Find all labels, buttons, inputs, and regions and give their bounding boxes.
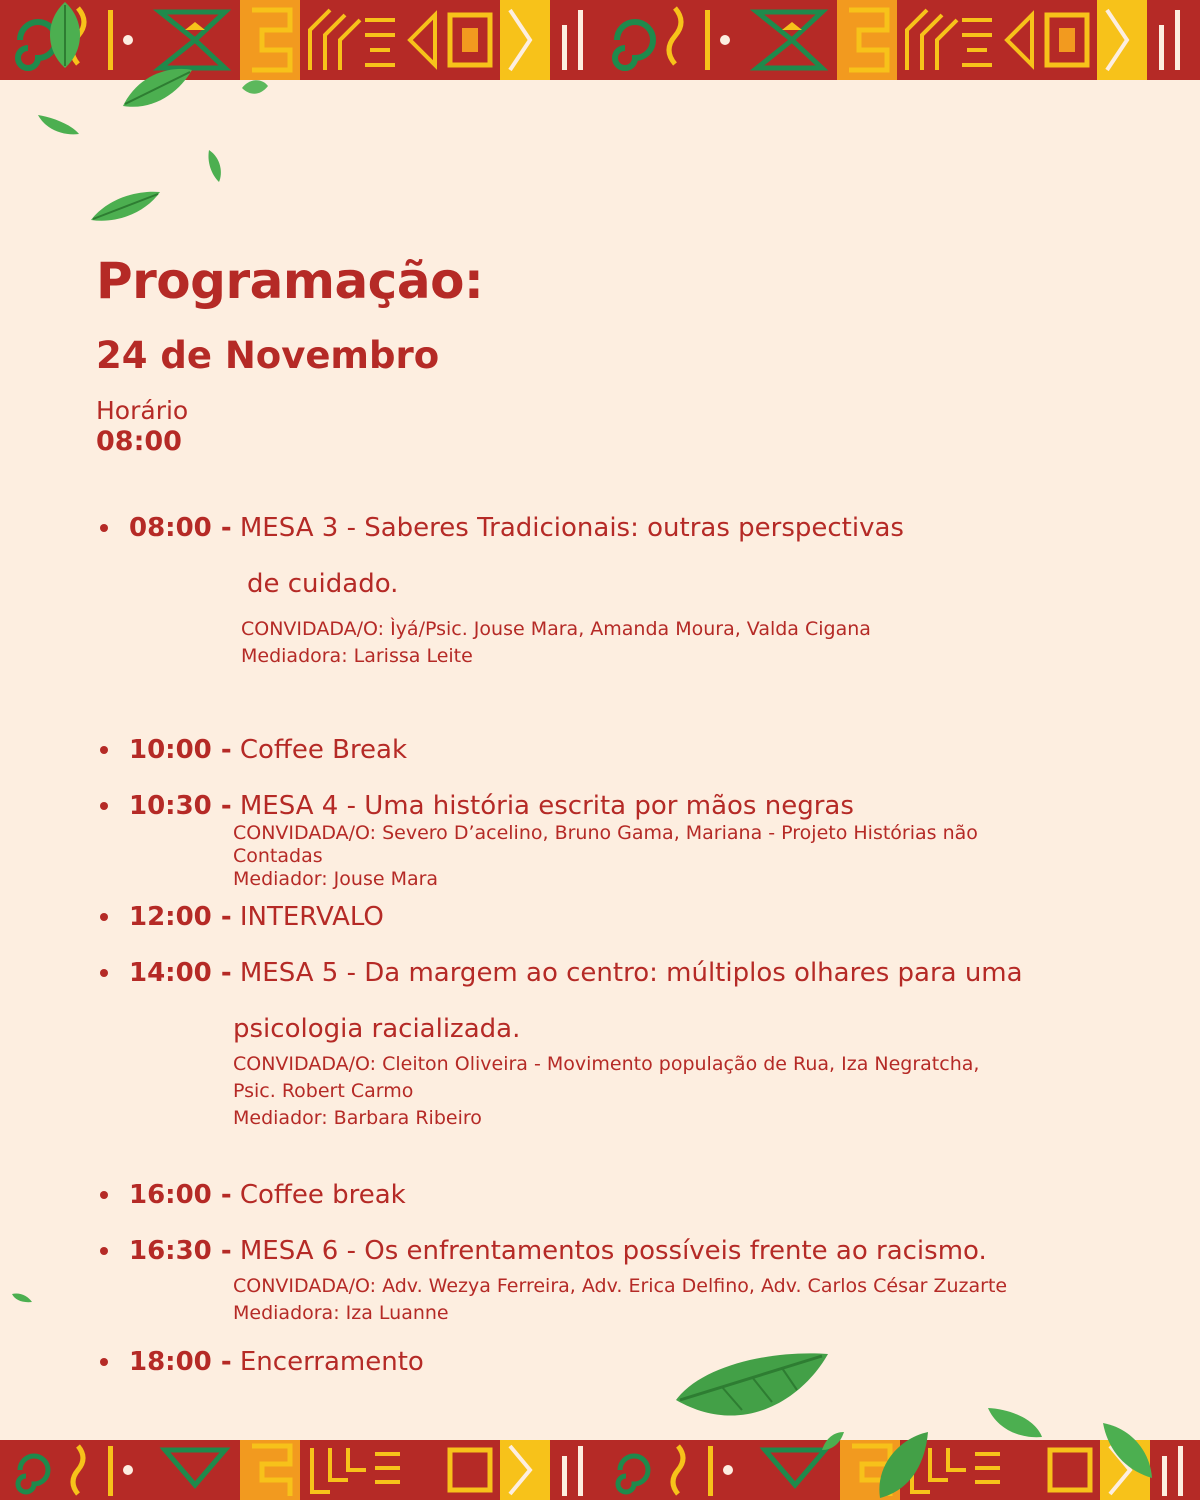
- schedule-item-1400: [100, 957, 1180, 1132]
- schedule-item-0800: [100, 512, 1180, 670]
- schedule-item-1000: [100, 734, 1180, 766]
- schedule-item-line: [100, 512, 1180, 544]
- schedule-time-label: Horário: [96, 396, 189, 425]
- schedule-item-1600: [100, 1179, 1180, 1211]
- leaf-icon: [88, 190, 163, 226]
- schedule-item-line: [100, 734, 1180, 766]
- schedule-item-mediator: Mediador: Barbara Ribeiro: [233, 1107, 482, 1129]
- page-title: Programação:: [96, 252, 484, 310]
- schedule-item-1030: [100, 790, 1180, 891]
- schedule-item-time: 08:00 -: [129, 513, 232, 543]
- schedule-item-time: 12:00 -: [129, 902, 232, 932]
- schedule-item-time: 10:00 -: [129, 735, 232, 765]
- leaf-icon: [10, 1290, 34, 1304]
- schedule-item-text: INTERVALO: [239, 902, 384, 932]
- schedule-item-text: MESA 4 - Uma história escrita por mãos negras: [239, 791, 854, 821]
- schedule-item-time: 18:00 -: [129, 1347, 232, 1377]
- schedule-item-text: Encerramento: [239, 1347, 424, 1377]
- schedule-item-time: 16:00 -: [129, 1180, 232, 1210]
- schedule-item-text: MESA 3 - Saberes Tradicionais: outras perspectivas: [239, 513, 904, 543]
- leaf-icon: [40, 0, 90, 70]
- schedule-item-text: MESA 5 - Da margem ao centro: múltiplos olhares para uma: [239, 958, 1023, 988]
- schedule-item-mediator: Mediadora: Iza Luanne: [233, 1302, 449, 1324]
- schedule-item-text: Coffee break: [239, 1180, 406, 1210]
- schedule-item-guests: CONVIDADA/O: Ìyá/Psic. Jouse Mara, Amanda Moura, Valda Cigana: [241, 618, 871, 640]
- leaf-icon: [36, 112, 81, 137]
- schedule-item-line: [100, 1179, 1180, 1211]
- leaf-icon: [870, 1430, 930, 1500]
- schedule-item-line: [100, 1346, 1180, 1378]
- bottom-pattern-band: [0, 1440, 1200, 1500]
- leaf-icon: [205, 148, 225, 184]
- leaf-icon: [240, 78, 270, 98]
- schedule-item-1800: [100, 1346, 1180, 1378]
- schedule-item-text-cont: psicologia racializada.: [233, 1014, 521, 1044]
- leaf-icon: [120, 66, 195, 111]
- schedule-item-mediator: Mediadora: Larissa Leite: [241, 645, 473, 667]
- schedule-item-guests: CONVIDADA/O: Adv. Wezya Ferreira, Adv. Erica Delfino, Adv. Carlos César Zuzarte: [233, 1275, 1008, 1297]
- schedule-item-line: [100, 1235, 1180, 1267]
- schedule-item-text-cont: de cuidado.: [247, 569, 399, 599]
- schedule-item-text: MESA 6 - Os enfrentamentos possíveis frente ao racismo.: [239, 1236, 987, 1266]
- schedule-item-mediator: Mediador: Jouse Mara: [233, 868, 439, 890]
- schedule-item-guests-cont: Psic. Robert Carmo: [233, 1080, 414, 1102]
- schedule-item-time: 16:30 -: [129, 1236, 232, 1266]
- leaf-icon: [985, 1405, 1045, 1441]
- schedule-item-guests: CONVIDADA/O: Severo D’acelino, Bruno Gama, Mariana - Projeto Histórias não: [233, 822, 978, 844]
- schedule-item-text: Coffee Break: [239, 735, 408, 765]
- schedule-time-value: 08:00: [96, 426, 182, 457]
- leaf-icon: [820, 1430, 846, 1452]
- schedule-item-guests-cont: Contadas: [233, 845, 323, 867]
- schedule-item-time: 14:00 -: [129, 958, 232, 988]
- schedule-item-line: [100, 901, 1180, 933]
- leaf-icon: [1100, 1420, 1155, 1480]
- schedule-item-1630: [100, 1235, 1180, 1327]
- event-date: 24 de Novembro: [96, 334, 440, 377]
- schedule-item-line: [100, 957, 1180, 989]
- schedule-item-guests: CONVIDADA/O: Cleiton Oliveira - Movimento população de Rua, Iza Negratcha,: [233, 1053, 980, 1075]
- schedule-item-time: 10:30 -: [129, 791, 232, 821]
- schedule-item-1200: [100, 901, 1180, 933]
- schedule-item-line: [100, 790, 1180, 822]
- tribal-pattern-bottom: [0, 1440, 1200, 1500]
